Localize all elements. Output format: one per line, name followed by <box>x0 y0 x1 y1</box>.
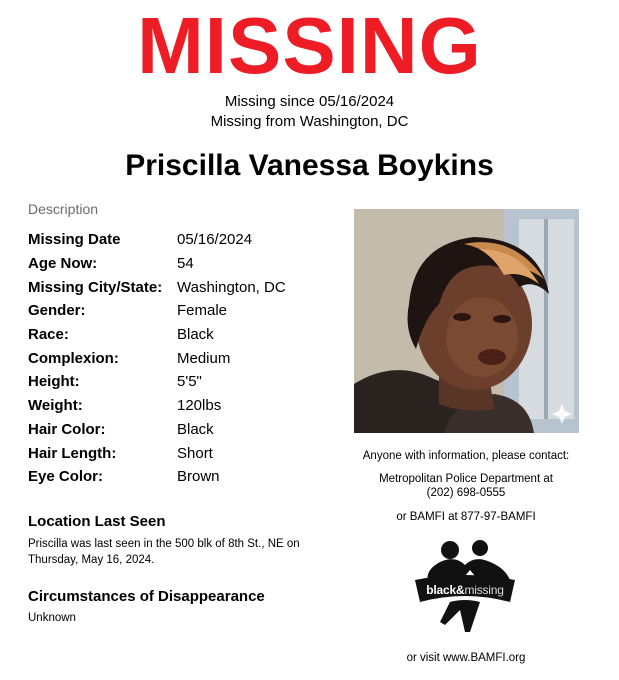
contact-bamfi: or BAMFI at 877-97-BAMFI <box>396 511 536 523</box>
fact-key: Age Now: <box>28 255 98 273</box>
logo-wordmark <box>410 583 520 597</box>
fact-value: Brown <box>177 468 220 486</box>
fact-value: Medium <box>177 349 231 367</box>
fact-row-hair-length <box>28 441 348 465</box>
fact-key: Hair Length: <box>28 444 117 462</box>
fact-value: 54 <box>177 255 194 273</box>
location-last-seen-text: Priscilla was last seen in the 500 blk of 8th St., NE on Thursday, May 16, 2024. <box>28 538 300 566</box>
fact-row-missing-date <box>28 228 348 252</box>
logo-text-main: black& <box>426 583 465 597</box>
fact-row-race <box>28 323 348 347</box>
missing-from-text: Missing from Washington, DC <box>210 113 409 130</box>
description-facts <box>28 228 348 489</box>
bamfi-logo <box>410 540 520 635</box>
person-photo <box>354 209 579 433</box>
fact-row-eye-color <box>28 465 348 489</box>
fact-row-height <box>28 370 348 394</box>
missing-since-text: Missing since 05/16/2024 <box>224 93 395 110</box>
fact-value: Female <box>177 302 228 320</box>
fact-key: Gender: <box>28 302 86 320</box>
person-photo-illustration <box>354 209 579 433</box>
fact-row-gender <box>28 299 348 323</box>
fact-row-weight <box>28 394 348 418</box>
fact-key: Missing City/State: <box>28 278 163 296</box>
visit-website-text: or visit www.BAMFI.org <box>406 652 526 664</box>
person-name: Priscilla Vanessa Boykins <box>125 149 494 182</box>
circumstances-title: Circumstances of Disappearance <box>28 588 265 605</box>
logo-text-accent: missing <box>464 583 504 597</box>
fact-value: 120lbs <box>177 397 222 415</box>
fact-key: Weight: <box>28 397 83 415</box>
fact-key: Hair Color: <box>28 420 106 438</box>
fact-row-city-state <box>28 275 348 299</box>
fact-value: Short <box>177 444 213 462</box>
fact-value: Washington, DC <box>177 278 286 296</box>
missing-headline: MISSING <box>137 1 482 90</box>
fact-key: Race: <box>28 326 69 344</box>
fact-key: Missing Date <box>28 231 121 249</box>
contact-agency: Metropolitan Police Department at <box>379 473 553 485</box>
description-label: Description <box>28 201 99 217</box>
fact-value: Black <box>177 326 214 344</box>
fact-value: Black <box>177 420 214 438</box>
fact-key: Complexion: <box>28 349 119 367</box>
fact-row-hair-color <box>28 418 348 442</box>
location-last-seen-title: Location Last Seen <box>28 513 166 530</box>
fact-key: Eye Color: <box>28 468 104 486</box>
fact-value: 5'5" <box>177 373 202 391</box>
fact-key: Height: <box>28 373 80 391</box>
contact-phone: (202) 698-0555 <box>426 487 506 499</box>
circumstances-text: Unknown <box>28 612 76 624</box>
fact-row-age <box>28 252 348 276</box>
fact-value: 05/16/2024 <box>177 231 253 249</box>
contact-lead-text: Anyone with information, please contact: <box>362 450 570 462</box>
fact-row-complexion <box>28 346 348 370</box>
